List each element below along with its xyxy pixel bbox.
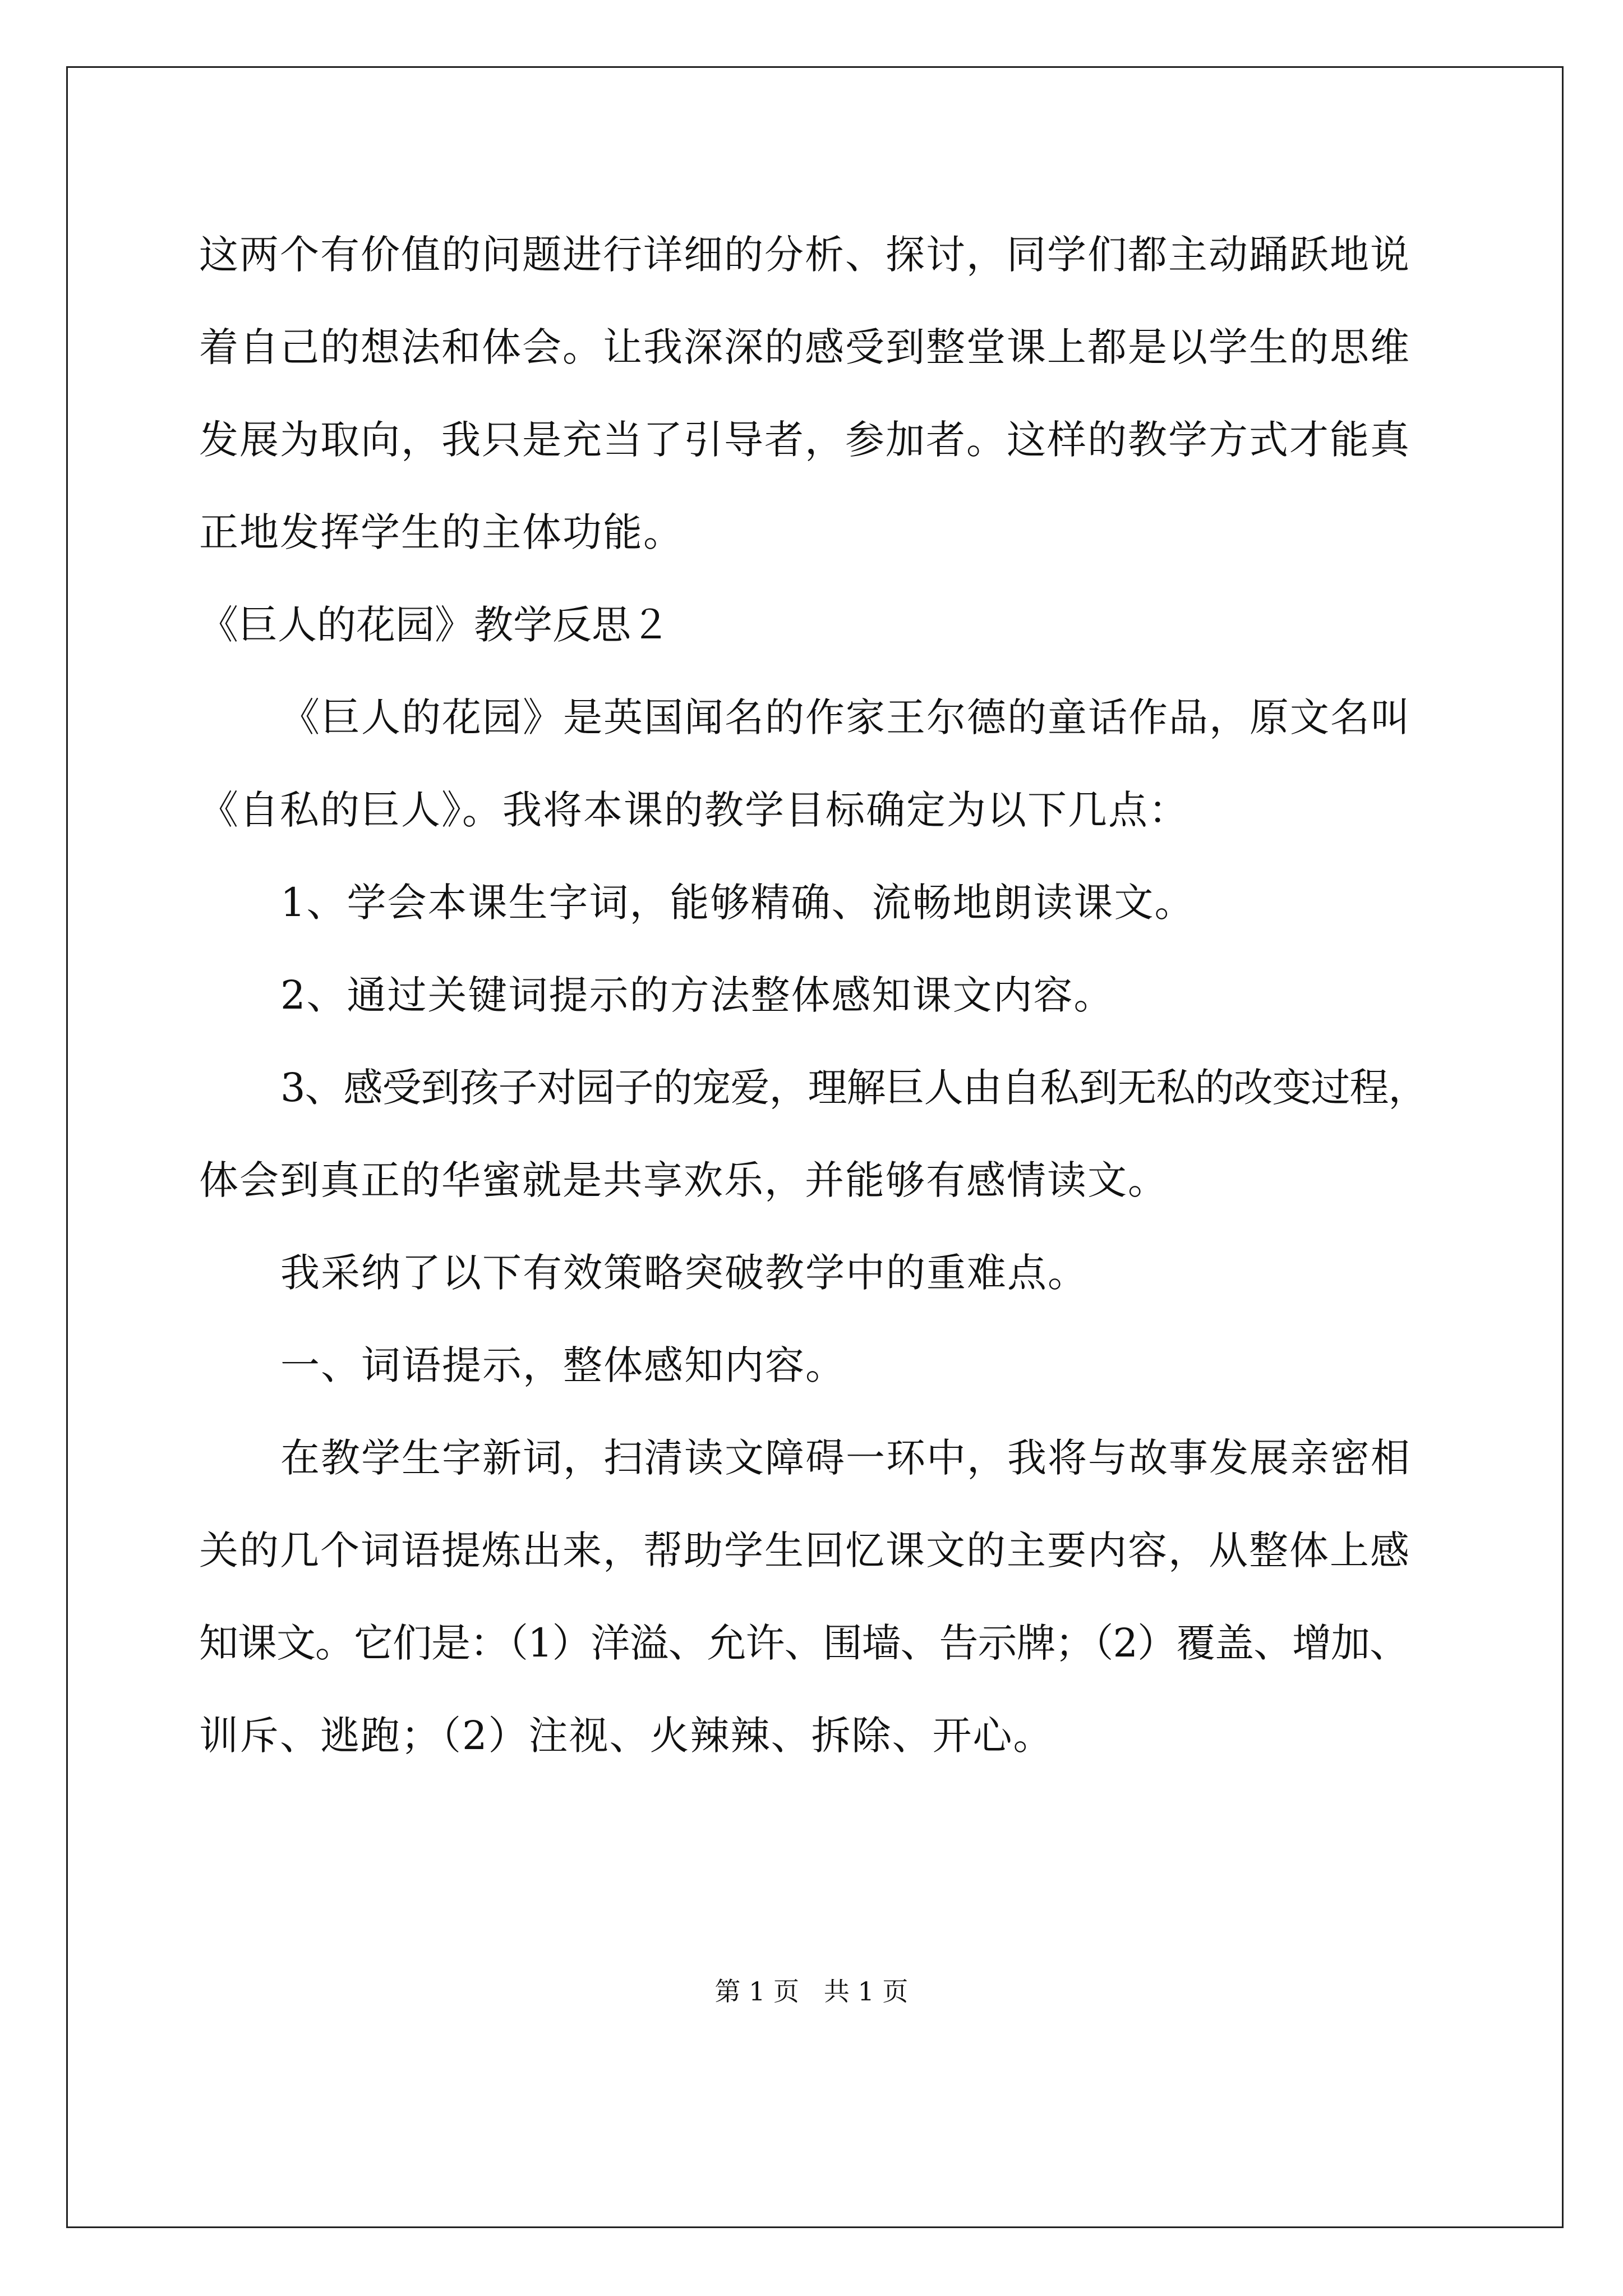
list-item: 3、感受到孩子对园子的宠爱，理解巨人由自私到无私的改变过程，	[280, 1065, 1427, 1111]
list-item: 2、通过关键词提示的方法整体感知课文内容。	[280, 972, 1114, 1018]
body-line: 我采纳了以下有效策略突破教学中的重难点。	[280, 1250, 1088, 1296]
body-line: 训斥、逃跑；（2）注视、火辣辣、拆除、开心。	[199, 1713, 1054, 1759]
section-heading: 《巨人的花园》教学反思２	[199, 602, 670, 648]
body-line: 在教学生字新词，扫清读文障碍一环中，我将与故事发展亲密相	[280, 1435, 1411, 1481]
body-line: 体会到真正的华蜜就是共享欢乐，并能够有感情读文。	[199, 1157, 1168, 1203]
body-line: 着自己的想法和体会。让我深深的感受到整堂课上都是以学生的思维	[199, 324, 1410, 370]
subheading: 一、词语提示，整体感知内容。	[280, 1342, 846, 1388]
document-body	[199, 209, 1472, 1782]
body-line: 关的几个词语提炼出来，帮助学生回忆课文的主要内容，从整体上感	[199, 1527, 1410, 1573]
body-line: 发展为取向，我只是充当了引导者，参加者。这样的教学方式才能真	[199, 417, 1410, 463]
body-line: 这两个有价值的问题进行详细的分析、探讨，同学们都主动踊跃地说	[199, 232, 1410, 278]
list-item: 1、学会本课生字词，能够精确、流畅地朗读课文。	[280, 880, 1195, 926]
body-line: 正地发挥学生的主体功能。	[199, 509, 684, 555]
body-line: 知课文。它们是：（1）洋溢、允许、围墙、告示牌；（2）覆盖、增加、	[199, 1620, 1409, 1666]
page-footer: 第 1 页 共 1 页	[714, 1976, 909, 2007]
body-line: 《自私的巨人》。我将本课的教学目标确定为以下几点：	[199, 787, 1189, 833]
body-line: 《巨人的花园》是英国闻名的作家王尔德的童话作品，原文名叫	[280, 694, 1411, 740]
